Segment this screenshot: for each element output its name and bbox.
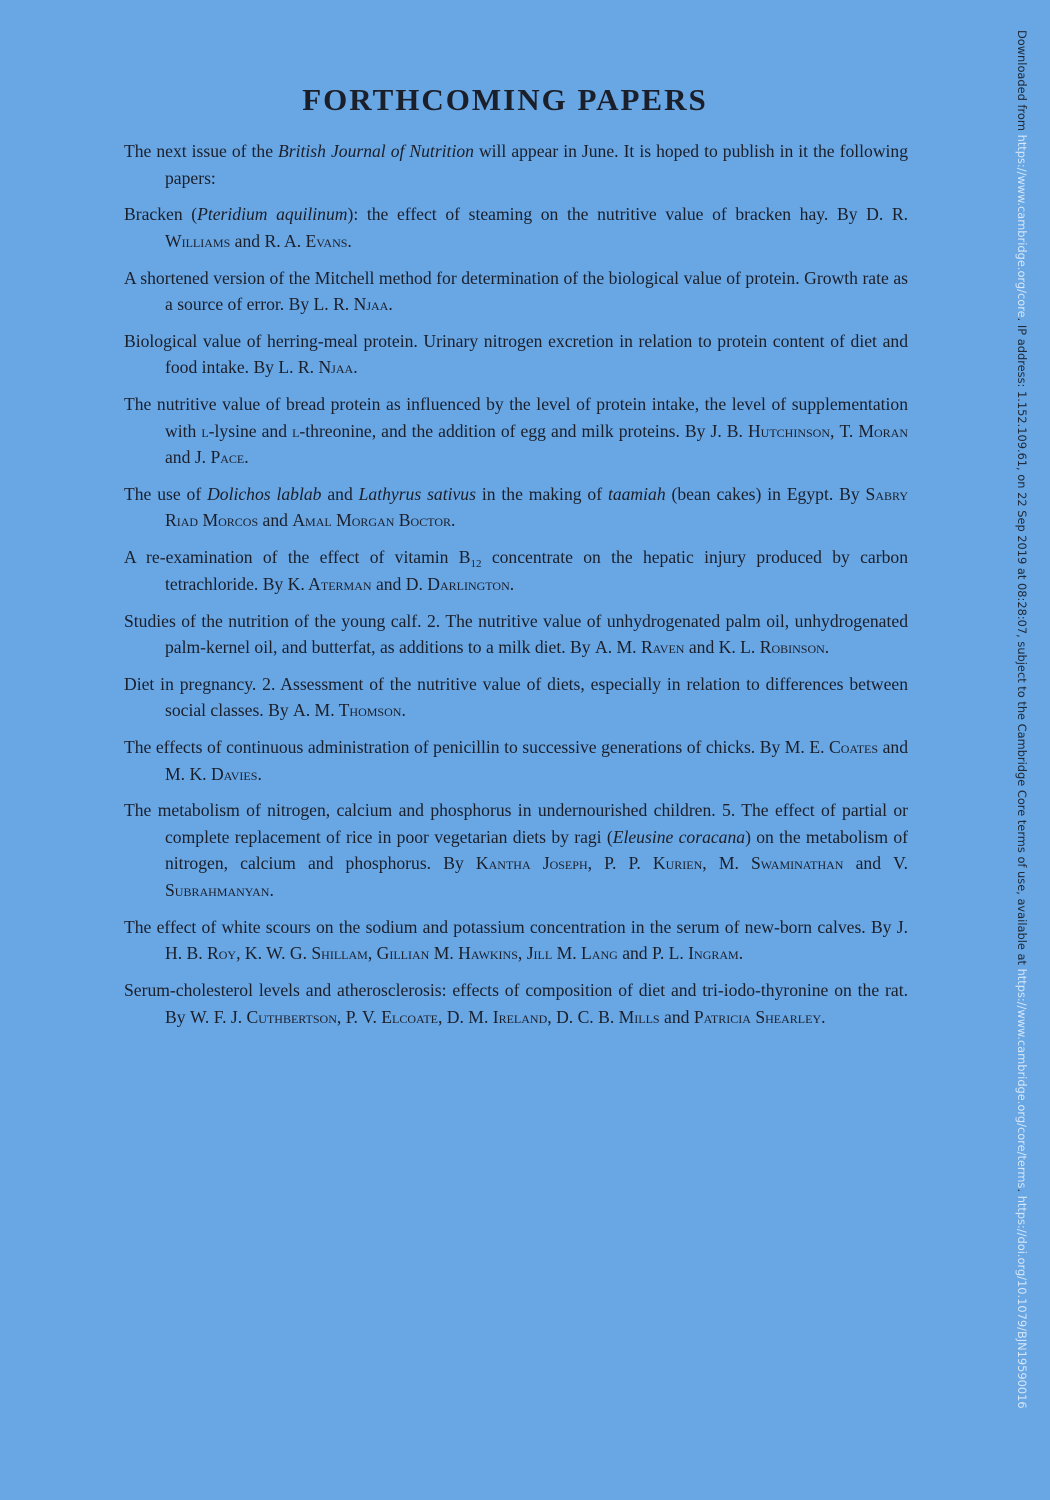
terms-link[interactable]: https://www.cambridge.org/core/terms	[1015, 968, 1029, 1189]
author-name: Amal Morgan Boctor	[292, 510, 451, 531]
author-name: P. V. Elcoate	[345, 1006, 438, 1027]
author-name: V. Subrahmanyan	[165, 853, 909, 900]
author-name: J. B. Hutchinson	[710, 420, 830, 441]
author-name: J. H. B. Roy	[165, 916, 908, 964]
author-name: L. R. Njaa	[313, 294, 389, 315]
author-name: D. M. Ireland	[446, 1006, 548, 1027]
author-name: T. Moran	[839, 420, 908, 441]
paper-entry: The nutritive value of bread protein as influenced by the level of protein intake, the level of supplementation with l-lysine and l-threonine, and the addition of egg and milk proteins. By J. B. Hutchinson, T. Moran and J. Pace.	[124, 394, 908, 468]
paper-entry: The effects of continuous administration of penicillin to successive generations of chicks. By M. E. Coates and M. K. Davies.	[124, 737, 908, 784]
author-name: A. M. Thomson	[293, 700, 402, 721]
author-name: K. Aterman	[287, 573, 372, 594]
paper-entry: Studies of the nutrition of the young calf. 2. The nutritive value of unhydrogenated palm oil, unhydrogenated palm-kernel oil, and butterfat, as additions to a milk diet. By A. M. Raven and K. L. Robinson.	[124, 610, 908, 658]
journal-name: British Journal of Nutrition	[278, 141, 474, 161]
author-name: K. L. Robinson	[718, 637, 825, 658]
author-name: Jill M. Lang	[526, 943, 618, 964]
author-name: L. R. Njaa	[278, 357, 354, 378]
paper-entry: The metabolism of nitrogen, calcium and phosphorus in undernourished children. 5. The effect of partial or complete replacement of rice in poor vegetarian diets by ragi (Eleusine coracana) on the metabolism of nitrogen, calcium and phosphorus. By Kantha Joseph, P. P. Kurien, M. Swaminathan and V. Subrahmanyan.	[124, 800, 909, 900]
author-name: P. P. Kurien	[604, 853, 703, 874]
author-name: M. K. Davies	[165, 763, 258, 784]
paper-entry: Diet in pregnancy. 2. Assessment of the nutritive value of diets, especially in relation to differences between social classes. By A. M. Thomson.	[124, 673, 908, 721]
author-name: M. E. Coates	[784, 737, 879, 758]
author-name: Sabry Riad Morcos	[165, 483, 909, 531]
author-name: D. Darlington	[405, 573, 510, 594]
cambridge-core-link[interactable]: https://www.cambridge.org/core	[1015, 134, 1029, 318]
author-name: P. L. Ingram	[652, 943, 739, 964]
paper-entry: Bracken (Pteridium aquilinum): the effect of steaming on the nutritive value of bracken hay. By D. R. Williams and R. A. Evans.	[124, 204, 909, 251]
paper-entry: The effect of white scours on the sodium and potassium concentration in the serum of new-born calves. By J. H. B. Roy, K. W. G. Shillam, Gillian M. Hawkins, Jill M. Lang and P. L. Ingram.	[124, 916, 908, 964]
download-notice	[1012, 30, 1036, 1470]
author-name: D. C. B. Mills	[556, 1006, 660, 1027]
author-name: Gillian M. Hawkins	[376, 943, 518, 964]
paper-entry: Biological value of herring-meal protein. Urinary nitrogen excretion in relation to protein content of diet and food intake. By L. R. Njaa.	[124, 330, 908, 378]
author-name: Patricia Shearley	[693, 1006, 822, 1027]
page-title: FORTHCOMING PAPERS	[302, 82, 708, 117]
paper-entry: A shortened version of the Mitchell method for determination of the biological value of protein. Growth rate as a source of error. By L. R. Njaa.	[124, 267, 908, 315]
paper-entry: A re-examination of the effect of vitamin $B_{12}$ concentrate on the hepatic injury produced by carbon tetrachloride. By K. Aterman and D. Darlington.	[124, 547, 908, 594]
author-name: Kantha Joseph	[475, 853, 588, 874]
intro-paragraph: The next issue of the British Journal of Nutrition will appear in June. It is hoped to publish in it the following papers:	[124, 141, 909, 188]
author-name: D. R. Williams	[165, 204, 909, 251]
author-name: R. A. Evans	[264, 230, 348, 251]
papers-list	[124, 138, 908, 1040]
doi-link[interactable]: https://doi.org/10.1079/BJN19590016	[1015, 1195, 1029, 1409]
author-name: A. M. Raven	[595, 637, 685, 658]
author-name: W. F. J. Cuthbertson	[189, 1006, 337, 1027]
author-name: K. W. G. Shillam	[244, 943, 368, 964]
author-name: J. Pace	[194, 447, 245, 468]
paper-entry: The use of Dolichos lablab and Lathyrus sativus in the making of taamiah (bean cakes) in Egypt. By Sabry Riad Morcos and Amal Morgan Boctor.	[124, 483, 909, 531]
download-notice-text: Downloaded from https://www.cambridge.org/core. IP address: 1.152.109.61, on 22 Sep 2019 at 08:28:07, subject to the Cambridge Core terms of use, available at https://www.cambridge.org/core/terms. https://doi.org/10.1079/BJN19590016	[1015, 30, 1029, 1409]
paper-entry: Serum-cholesterol levels and atherosclerosis: effects of composition of diet and tri-iodo-thyronine on the rat. By W. F. J. Cuthbertson, P. V. Elcoate, D. M. Ireland, D. C. B. Mills and Patricia Shearley.	[124, 980, 908, 1027]
author-name: M. Swaminathan	[718, 853, 844, 874]
